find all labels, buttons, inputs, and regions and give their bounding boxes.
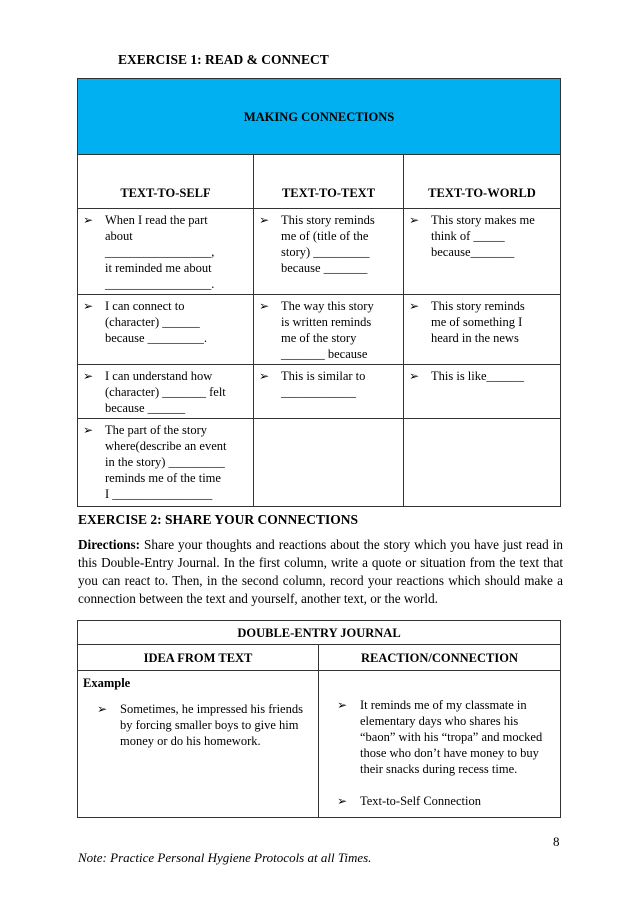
table-cell [254, 365, 404, 419]
prompt-text: I can connect to (character) ______ because _________. [105, 299, 208, 345]
prompt-text: The way this story is written reminds me of the story _______ because [281, 299, 374, 361]
connection-type-text: Text-to-Self Connection [360, 794, 481, 808]
prompt-text: When I read the part about _________________, it reminded me about _________________. [105, 213, 215, 291]
idea-cell [78, 671, 319, 818]
footer-note: Note: Practice Personal Hygiene Protocols at all Times. [78, 850, 372, 865]
arrow-bullet-icon: ➢ [337, 698, 348, 712]
reaction-bullet [319, 671, 560, 777]
table-cell [404, 295, 561, 365]
connection-bullet [319, 777, 560, 815]
prompt-text: The part of the story where(describe an event in the story) _________ reminds me of the time I ________________ [105, 423, 227, 501]
making-connections-banner: MAKING CONNECTIONS [78, 79, 561, 155]
double-entry-journal-table [77, 620, 561, 818]
arrow-bullet-icon: ➢ [83, 213, 94, 227]
exercise1-heading: EXERCISE 1: READ & CONNECT [118, 52, 329, 67]
arrow-bullet-icon: ➢ [83, 369, 94, 383]
prompt-text: This is similar to ____________ [281, 369, 366, 399]
idea-text: Sometimes, he impressed his friends by forcing smaller boys to give him money or do his homework. [120, 702, 303, 748]
directions-label: Directions: [78, 537, 141, 552]
arrow-bullet-icon: ➢ [409, 299, 420, 313]
column-header-text-to-world: TEXT-TO-WORLD [404, 155, 561, 209]
table-cell [404, 209, 561, 295]
table-cell [254, 209, 404, 295]
prompt-text: This story reminds me of (title of the story) _________ because _______ [281, 213, 375, 275]
journal-title: DOUBLE-ENTRY JOURNAL [78, 621, 561, 645]
table-cell-empty [404, 419, 561, 507]
prompt-text: This story makes me think of _____ because_______ [431, 213, 535, 259]
making-connections-table [77, 78, 561, 507]
prompt-text: This story reminds me of something I heard in the news [431, 299, 525, 345]
table-cell [78, 209, 254, 295]
arrow-bullet-icon: ➢ [409, 213, 420, 227]
arrow-bullet-icon: ➢ [83, 299, 94, 313]
directions-text: Share your thoughts and reactions about the story which you have just read in this Double-Entry Journal. In the first column, write a quote or situation from the text that you can react to. Then, in the second column, record your reactions which should make a connection between the text and yourself, another text, or the world. [78, 537, 563, 606]
example-label: Example [83, 676, 131, 690]
idea-bullet [78, 691, 318, 749]
table-cell-empty [254, 419, 404, 507]
arrow-bullet-icon: ➢ [97, 702, 108, 716]
arrow-bullet-icon: ➢ [409, 369, 420, 383]
prompt-text: I can understand how (character) _______ felt because ______ [105, 369, 226, 415]
table-cell [78, 419, 254, 507]
column-header-reaction-connection: REACTION/CONNECTION [319, 645, 561, 671]
directions-paragraph [78, 536, 563, 608]
column-header-text-to-self: TEXT-TO-SELF [78, 155, 254, 209]
prompt-text: This is like______ [431, 369, 525, 383]
table-cell [78, 295, 254, 365]
column-header-text-to-text: TEXT-TO-TEXT [254, 155, 404, 209]
table-cell [254, 295, 404, 365]
arrow-bullet-icon: ➢ [337, 794, 348, 808]
reaction-text: It reminds me of my classmate in elementary days who shares his “baon” with his “tropa” and mocked those who don’t have money to buy their snacks during recess time. [360, 698, 543, 776]
arrow-bullet-icon: ➢ [259, 369, 270, 383]
arrow-bullet-icon: ➢ [83, 423, 94, 437]
arrow-bullet-icon: ➢ [259, 213, 270, 227]
column-header-idea-from-text: IDEA FROM TEXT [78, 645, 319, 671]
table-cell [404, 365, 561, 419]
page-number: 8 [553, 834, 560, 849]
table-cell [78, 365, 254, 419]
exercise2-heading: EXERCISE 2: SHARE YOUR CONNECTIONS [78, 512, 359, 527]
arrow-bullet-icon: ➢ [259, 299, 270, 313]
reaction-cell [319, 671, 561, 818]
